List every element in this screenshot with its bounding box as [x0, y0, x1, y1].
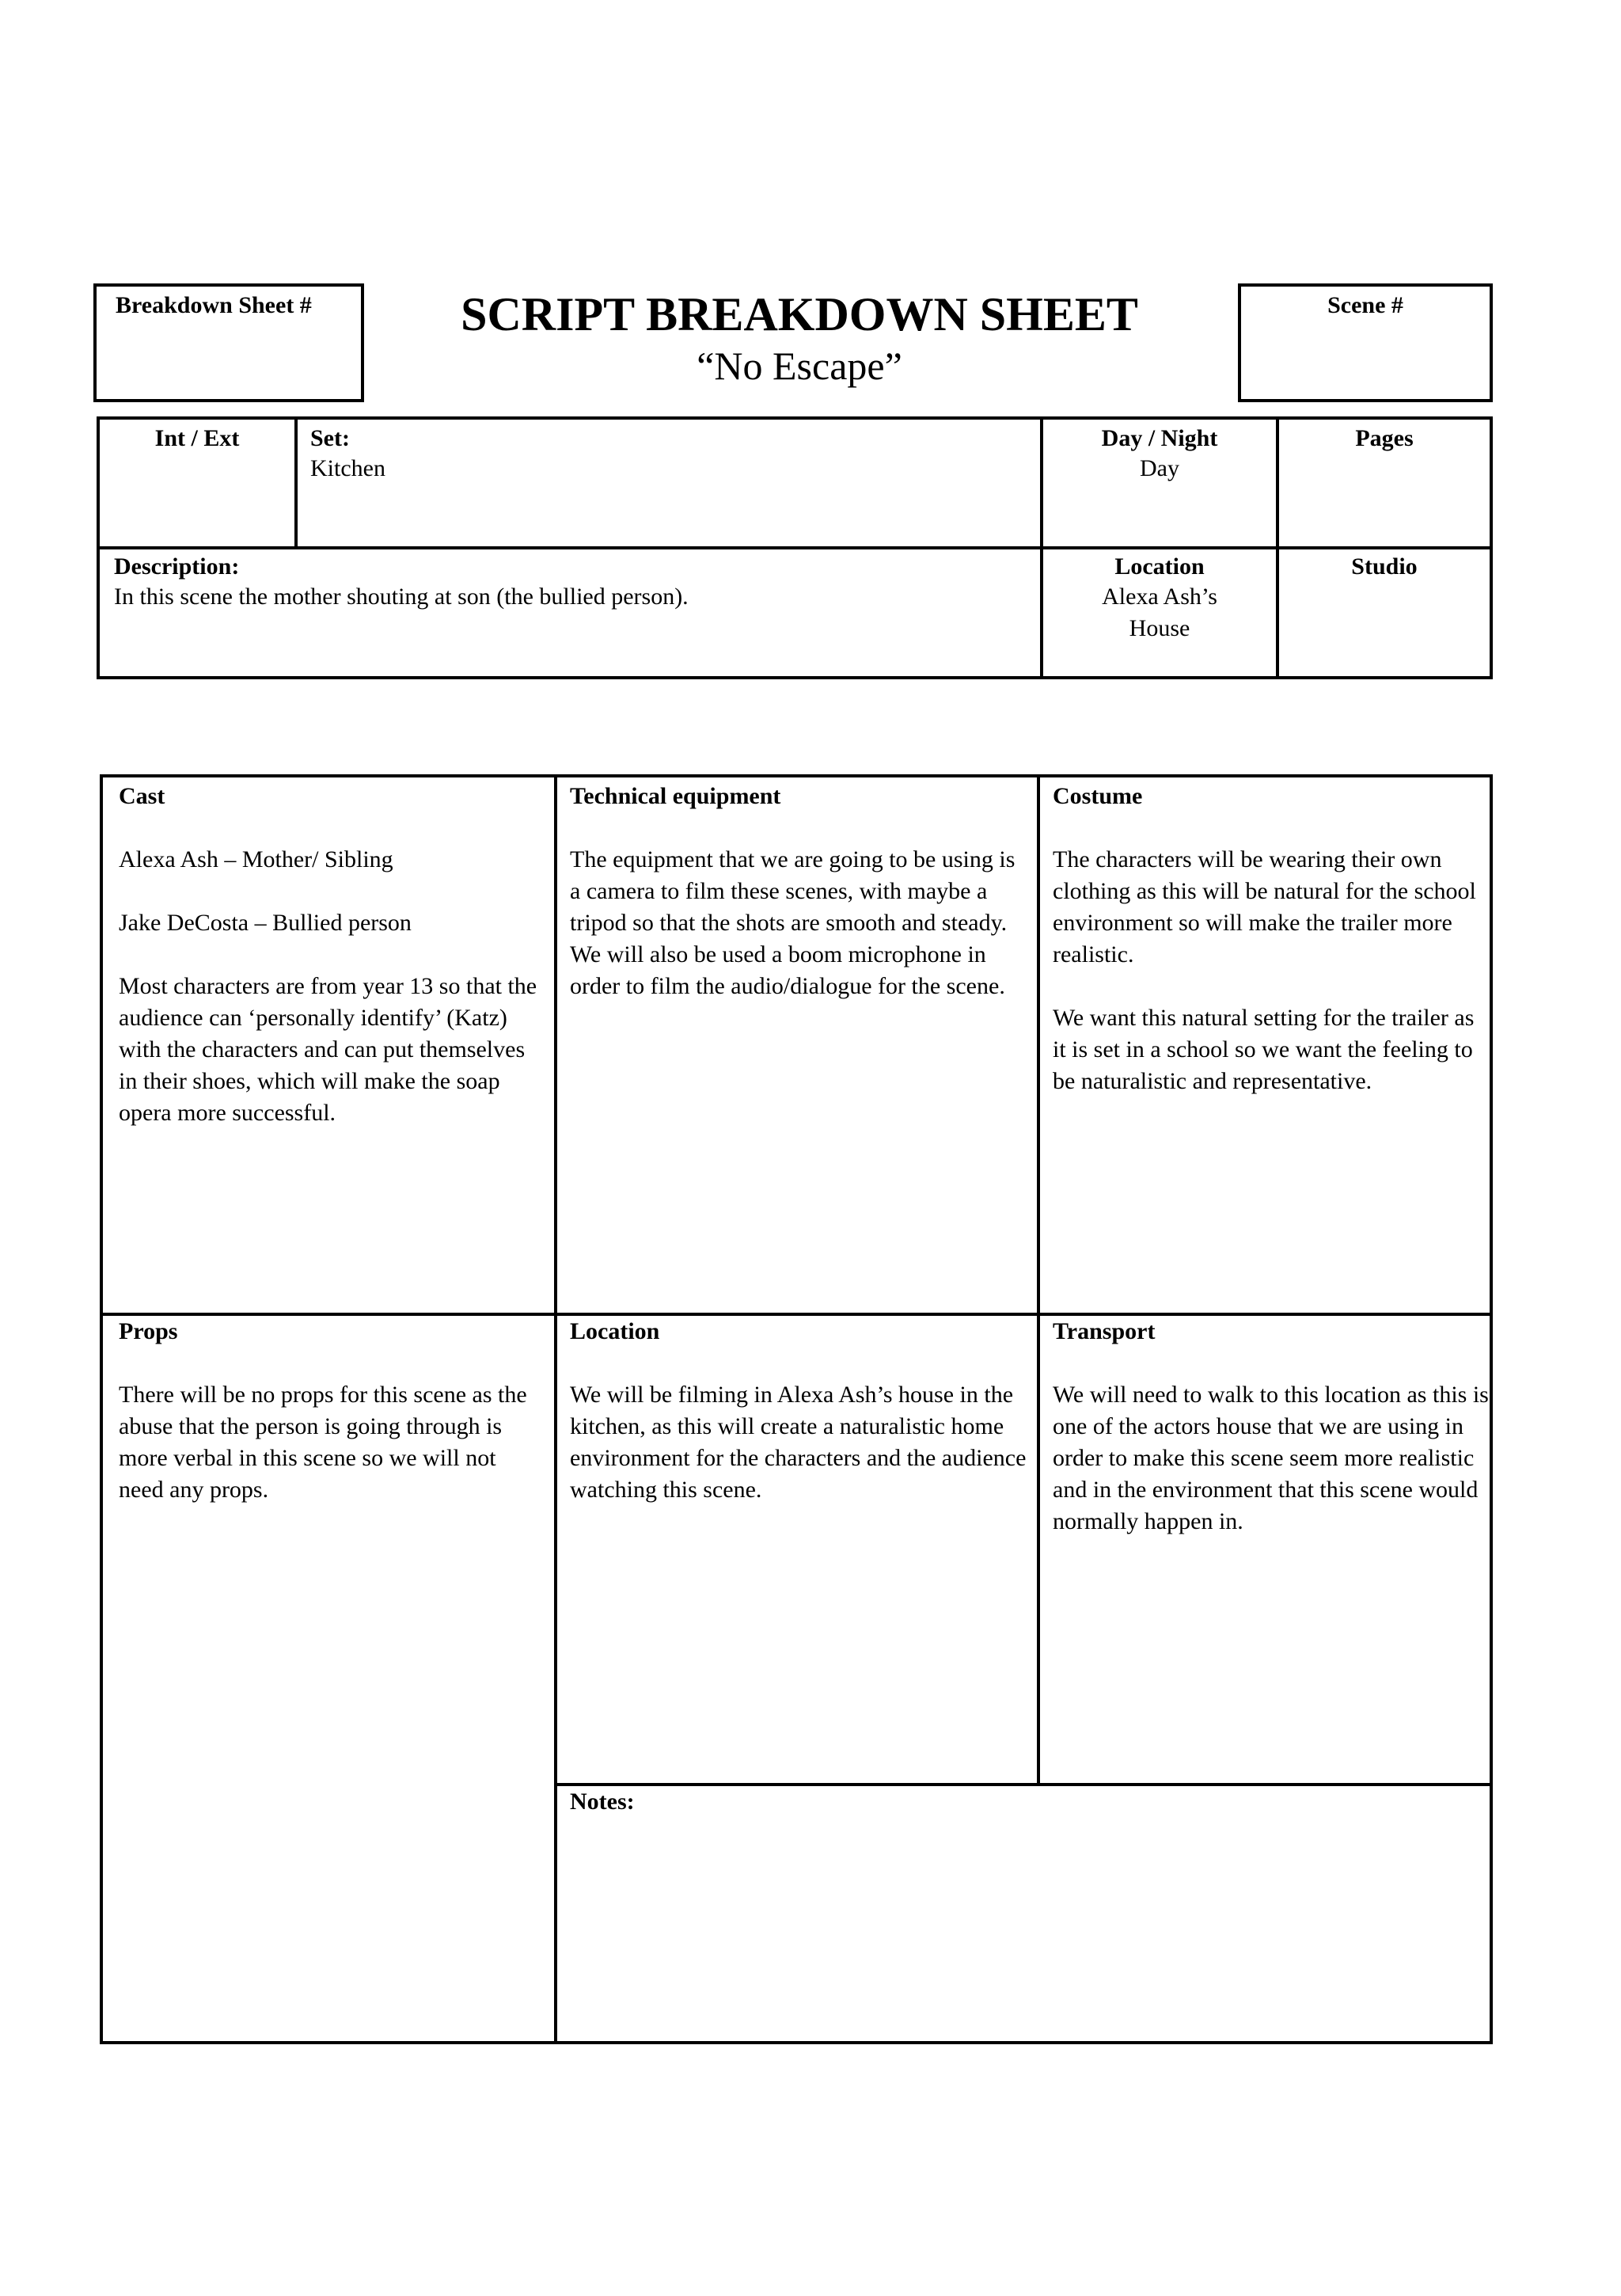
divider	[554, 1783, 1490, 1786]
location-details-cell	[570, 1317, 1029, 1506]
technical-equipment-cell	[570, 782, 1029, 1002]
location-cell	[1043, 553, 1276, 644]
technical-equipment-text: The equipment that we are going to be using is a camera to film these scenes, with maybe a tripod so that the shots are smooth and steady. We will also be used a boom microphone in order to film the audio/dialogue for the scene.	[570, 846, 1015, 999]
cast-cell	[119, 782, 545, 1129]
props-cell	[119, 1317, 545, 1506]
transport-title: Transport	[1053, 1318, 1156, 1344]
location-details-text: We will be filming in Alexa Ash’s house in the kitchen, as this will create a naturalistic home environment for the characters and the audience watching this scene.	[570, 1382, 1027, 1503]
pages-label: Pages	[1355, 425, 1414, 451]
technical-equipment-title: Technical equipment	[570, 783, 781, 809]
divider	[294, 420, 298, 546]
notes-cell	[570, 1788, 1480, 1816]
divider	[100, 546, 1490, 549]
divider	[103, 1313, 1490, 1316]
scene-info-table	[97, 416, 1493, 679]
cast-member: Jake DeCosta – Bullied person	[119, 910, 412, 936]
int-ext-label: Int / Ext	[154, 425, 240, 451]
transport-text: We will need to walk to this location as this is one of the actors house that we are using in order to make this scene seem more realistic and in the environment that this scene would normally happen in.	[1053, 1382, 1489, 1534]
day-night-label: Day / Night	[1101, 425, 1218, 451]
cast-member: Alexa Ash – Mother/ Sibling	[119, 846, 393, 872]
day-night-value: Day	[1140, 455, 1179, 481]
cast-notes: Most characters are from year 13 so that the audience can ‘personally identify’ (Katz) with the characters and can put themselves in their shoes, which will make the soap opera more successful.	[119, 973, 537, 1126]
props-title: Props	[119, 1318, 178, 1344]
divider	[554, 777, 557, 2041]
description-value: In this scene the mother shouting at son (the bullied person).	[114, 584, 689, 610]
transport-cell	[1053, 1317, 1490, 1538]
location-value-line1: Alexa Ash’s	[1102, 584, 1217, 610]
studio-label: Studio	[1351, 553, 1418, 580]
costume-text: The characters will be wearing their own clothing as this will be natural for the school environment so will make the trailer more realistic.	[1053, 846, 1476, 967]
location-label: Location	[1114, 553, 1205, 580]
breakdown-grid	[100, 774, 1493, 2044]
notes-title: Notes:	[570, 1789, 635, 1815]
costume-text: We want this natural setting for the trailer as it is set in a school so we want the feeling to be naturalistic and representative.	[1053, 1005, 1475, 1094]
scene-label: Scene #	[1327, 292, 1403, 318]
location-value-line2: House	[1129, 615, 1190, 641]
breakdown-sheet-label: Breakdown Sheet #	[116, 292, 312, 318]
cast-title: Cast	[119, 783, 165, 809]
costume-cell	[1053, 782, 1490, 1097]
day-night-cell	[1043, 424, 1276, 485]
set-label: Set:	[310, 425, 350, 451]
set-value: Kitchen	[310, 455, 385, 481]
divider	[1037, 777, 1040, 1783]
description-label: Description:	[114, 553, 240, 580]
page-title: SCRIPT BREAKDOWN SHEET	[461, 288, 1138, 340]
scene-number-box	[1238, 283, 1493, 402]
set-cell	[310, 424, 385, 485]
breakdown-sheet-number-box	[93, 283, 364, 402]
description-cell	[114, 553, 1032, 613]
location-details-title: Location	[570, 1318, 660, 1344]
costume-title: Costume	[1053, 783, 1143, 809]
title-block	[364, 287, 1235, 390]
props-text: There will be no props for this scene as the abuse that the person is going through is more verbal in this scene so we will not need any props.	[119, 1382, 527, 1503]
page-subtitle: “No Escape”	[697, 344, 902, 388]
